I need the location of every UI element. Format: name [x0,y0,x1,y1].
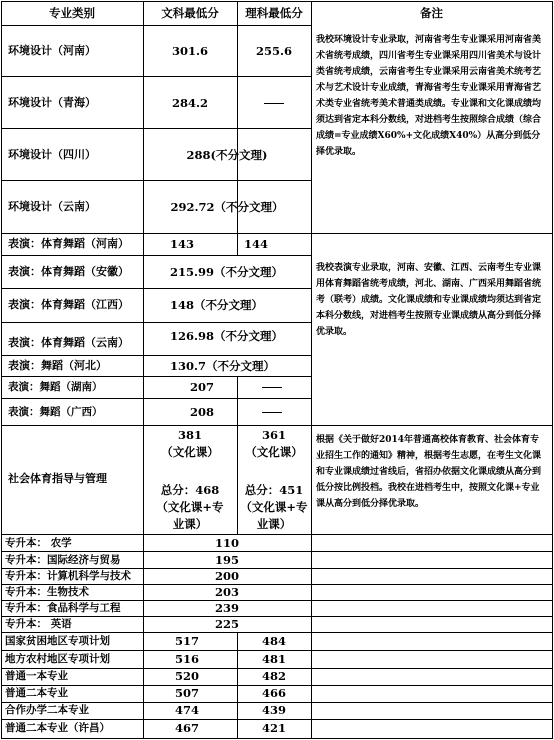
row-category: 合作办学二本专业 [5,704,89,716]
row-divider [1,376,312,377]
column-divider-arts [237,233,238,255]
arts-score: 467 [175,721,200,735]
row-category: 表演：舞蹈（广西） [8,406,103,418]
arts-score: 520 [175,669,200,683]
row-divider [1,255,312,256]
merged-score: 203 [214,585,239,599]
row-divider [1,25,312,26]
row-divider [1,288,312,289]
science-line: 361 [261,428,286,442]
empty-dash [262,412,282,413]
row-divider [1,425,553,426]
arts-score: 507 [175,686,200,700]
row-category: 专升本：国际经济与贸易 [5,554,121,566]
merged-score: 130.7（不分文理） [170,359,276,373]
row-category: 表演：舞蹈（河北） [8,359,107,372]
row-divider [1,534,553,535]
row-category: 环境设计（四川） [8,148,96,161]
row-category: 表演：舞蹈（湖南） [8,381,103,393]
row-divider [1,180,312,181]
merged-score: 239 [214,601,239,615]
science-score: 421 [262,721,287,735]
merged-score: 126.98（不分文理） [170,329,284,343]
row-category: 专升本：生物技术 [5,586,89,598]
arts-line: 381 [177,428,202,442]
remark-social-sports: 根据《关于做好2014年普通高校体育教育、社会体育专业招生工作的通知》精神，根据考生志愿，在考生文化课和专业课成绩过省线后，省招办依据文化课成绩从高分到低分按比例投档。我校在进档考生中，按照文化课+专业课从高分到低分择优录取。 [316,435,542,509]
row-divider [1,128,312,129]
science-score: 255.6 [255,44,292,58]
merged-score: 292.72（不分文理） [170,200,284,214]
arts-line: （文化课+专 [156,500,224,514]
remark-environment-design: 我校环境设计专业录取，河南省考生专业课采用河南省美术省统考成绩，四川省考生专业课采用四川省美术与设计类省统考成绩，云南省考生专业课采用云南省美术统考艺术与艺术设计专业成绩，青海省考生专业课采用青海省艺术类专业省统考美术普通类成绩。专业课和文化课成绩均须达到省定本科分数线，对进档考生按照综合成绩（综合成绩=专业成绩X60%+文化成绩X40%）从高分到低分择优录取。 [316,35,542,157]
row-divider [1,719,553,720]
arts-score: 516 [175,652,200,666]
merged-score: 200 [214,569,239,583]
science-line: （文化课+专 [240,500,308,514]
science-score: 482 [262,669,287,683]
row-category: 地方农村地区专项计划 [5,653,110,665]
row-category: 专升本： 农学 [5,537,72,549]
arts-score: 474 [175,703,200,717]
row-category: 普通二本专业（许昌） [5,722,110,734]
header-arts-min: 文科最低分 [161,6,219,20]
row-category: 环境设计（青海） [8,96,96,109]
arts-line: （文化课） [161,445,219,459]
row-category: 社会体育指导与管理 [8,472,107,485]
row-divider [1,233,553,234]
header-science-min: 理科最低分 [245,6,303,20]
science-line: 业课） [256,517,292,531]
science-score: 144 [244,237,269,251]
column-divider-science [311,1,312,739]
empty-dash [262,387,282,388]
row-divider [1,551,553,552]
table-border-top [1,1,553,2]
row-category: 专升本： 英语 [5,618,72,630]
arts-score: 143 [170,237,195,251]
merged-score: 215.99（不分文理） [170,265,284,279]
row-divider [1,632,553,633]
table-border-left [1,1,2,739]
row-category: 表演：体育舞蹈（江西） [8,298,129,311]
arts-score: 517 [175,634,200,648]
row-divider [1,355,312,356]
arts-score: 284.2 [171,96,208,110]
row-divider [1,398,312,399]
science-score: 439 [262,703,287,717]
row-category: 表演：体育舞蹈（安徽） [8,265,129,278]
row-divider [1,76,312,77]
merged-score: 110 [214,536,239,550]
row-category: 环境设计（云南） [8,200,96,213]
arts-score: 301.6 [171,44,208,58]
arts-line: 总分：468 [160,483,220,497]
arts-score: 207 [190,380,215,394]
row-category: 专升本：食品科学与工程 [5,602,121,614]
arts-line: 业课） [172,517,208,531]
empty-dash [264,103,284,104]
table-border-right [552,1,553,739]
table-border-bottom [1,738,553,739]
row-category: 表演：体育舞蹈（云南） [8,336,129,349]
science-score: 484 [262,634,287,648]
merged-score: 225 [214,617,239,631]
row-category: 普通二本专业 [5,687,68,699]
merged-score: 195 [214,553,239,567]
row-category: 国家贫困地区专项计划 [5,635,110,647]
science-score: 481 [262,652,287,666]
merged-score: 148（不分文理） [170,298,264,312]
row-divider [1,322,312,323]
header-category: 专业类别 [49,6,95,20]
header-remarks: 备注 [420,6,443,20]
row-category: 表演：体育舞蹈（河南） [8,237,129,250]
remark-performance-dance: 我校表演专业录取，河南、安徽、江西、云南考生专业课用体育舞蹈省统考成绩，河北、湖南、广西采用舞蹈省统考（联考）成绩。文化课成绩和专业课成绩均须达到省定本科分数线，对进档考生按照专业课成绩从高分到低分择优录取。 [316,263,542,337]
row-category: 环境设计（河南） [8,44,96,57]
row-category: 专升本：计算机科学与技术 [5,570,131,582]
merged-score: 288(不分文理) [186,148,268,162]
science-line: 总分：451 [244,483,304,497]
science-score: 466 [262,686,287,700]
science-line: （文化课） [245,445,303,459]
row-divider [1,650,553,651]
arts-score: 208 [190,405,215,419]
row-category: 普通一本专业 [5,670,68,682]
column-divider-arts [237,1,238,233]
